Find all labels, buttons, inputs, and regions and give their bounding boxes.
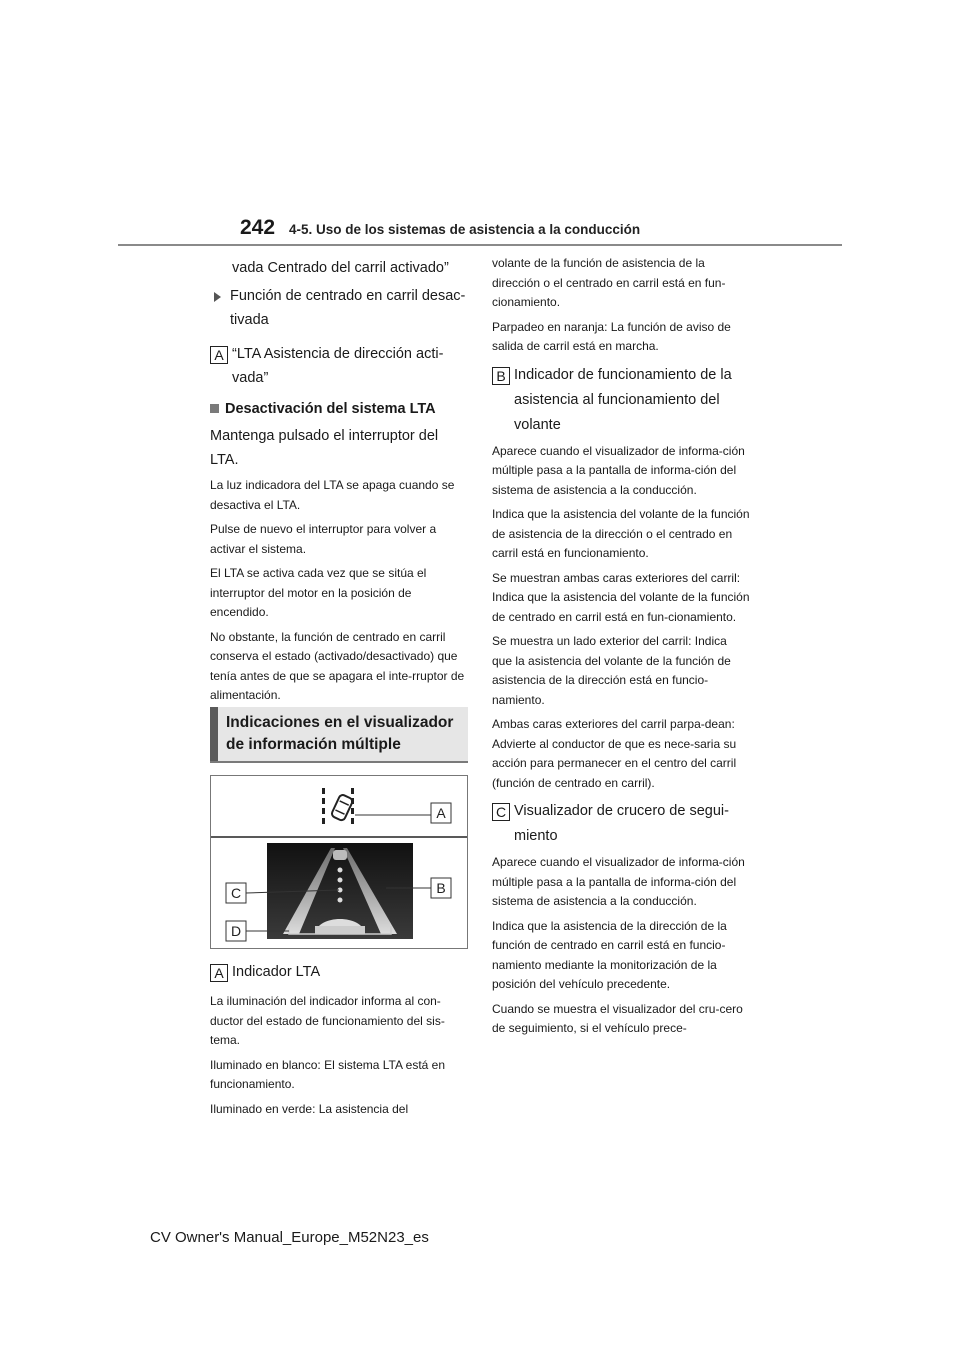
- section-title: 4-5. Uso de los sistemas de asistencia a la conducción: [289, 222, 641, 237]
- footer-text: CV Owner's Manual_Europe_M52N23_es: [150, 1229, 429, 1246]
- paragraph: Aparece cuando el visualizador de informa-ción múltiple pasa a la pantalla de informa-ción del sistema de asistencia a la conducción.: [492, 443, 745, 497]
- marker-c-text: Visualizador de crucero de segui-miento: [514, 803, 729, 844]
- section-heading-box: Indicaciones en el visualizador de información múltiple: [210, 707, 468, 761]
- paragraph: Se muestran ambas caras exteriores del carril: Indica que la asistencia del volante de la función de centrado en carril está en fun-cionamiento.: [492, 570, 750, 624]
- marker-a-label: A: [210, 964, 228, 982]
- bullet-text: Función de centrado en carril desac-tivada: [230, 288, 466, 328]
- road-display: [267, 843, 413, 939]
- paragraph: Mantenga pulsado el interruptor del LTA.: [210, 428, 439, 468]
- right-column: [492, 254, 750, 1044]
- paragraph: Ambas caras exteriores del carril parpa-dean: Advierte al conductor de que es nece-saria su acción para permanecer en el centro del carril (función de centrado en carril).: [492, 717, 737, 790]
- paragraph: Iluminado en verde: La asistencia del: [210, 1101, 409, 1116]
- paragraph: Parpadeo en naranja: La función de aviso de salida de carril está en marcha.: [492, 319, 731, 353]
- multi-info-display-illustration: [211, 776, 467, 948]
- marker-b-text: Indicador de funcionamiento de la asistencia al funcionamiento del volante: [514, 366, 732, 433]
- subheading-text: Desactivación del sistema LTA: [225, 401, 436, 417]
- paragraph: Pulse de nuevo el interruptor para volver a activar el sistema.: [210, 522, 437, 556]
- marker-a-row: [210, 342, 468, 390]
- bullet-item: [210, 284, 468, 336]
- paragraph: No obstante, la función de centrado en carril conserva el estado (activado/desactivado) que tenía antes de que se apagara el inte-rruptor de alimentación.: [210, 629, 465, 702]
- triangle-bullet-icon: [214, 292, 221, 302]
- continued-text: vada Centrado del carril activado”: [232, 260, 449, 276]
- lta-indicator-icon: [322, 788, 354, 824]
- marker-b-label: B: [492, 367, 510, 385]
- marker-b-row: [492, 363, 750, 438]
- marker-a-label: A: [210, 346, 228, 364]
- header-divider: [118, 244, 842, 246]
- figure-description: [210, 960, 468, 1124]
- paragraph: Aparece cuando el visualizador de informa-ción múltiple pasa a la pantalla de informa-ción del sistema de asistencia a la conducción.: [492, 855, 745, 908]
- paragraph: volante de la función de asistencia de la dirección o el centrado en carril está en fun-cionamiento.: [492, 256, 726, 309]
- display-figure: [210, 775, 468, 949]
- figure-label-b: B: [436, 880, 446, 896]
- heading-divider: [210, 761, 468, 763]
- figure-label-c: C: [230, 885, 242, 901]
- square-bullet-icon: [210, 404, 219, 413]
- paragraph: Iluminado en blanco: El sistema LTA está en funcionamiento.: [210, 1057, 446, 1091]
- paragraph: Indica que la asistencia del volante de la función de asistencia de la dirección o el centrado en carril está en funcionamiento.: [492, 507, 750, 560]
- subheading: [210, 398, 468, 420]
- paragraph: El LTA se activa cada vez que se sitúa el interruptor del motor en la posición de encendido.: [210, 566, 427, 619]
- paragraph: Indica que la asistencia de la dirección de la función de centrado en carril está en funcio-namiento mediante la monitorización de la posición del vehículo precedente.: [492, 918, 727, 991]
- marker-a-row: [210, 960, 468, 984]
- marker-a-text: Indicador LTA: [232, 964, 321, 980]
- paragraph: La luz indicadora del LTA se apaga cuando se desactiva el LTA.: [210, 478, 455, 512]
- left-column: [210, 256, 468, 711]
- paragraph: La iluminación del indicador informa al con-ductor del estado de funcionamiento del sis-tema.: [210, 994, 445, 1047]
- marker-a-text: “LTA Asistencia de dirección acti-vada”: [232, 346, 444, 386]
- figure-label-a: A: [436, 805, 446, 821]
- marker-c-row: [492, 799, 750, 849]
- marker-c-label: C: [492, 803, 510, 821]
- figure-label-d: D: [230, 923, 242, 939]
- paragraph: Se muestra un lado exterior del carril: Indica que la asistencia del volante de la función de asistencia de la dirección está en funcio-namiento.: [492, 634, 731, 707]
- page-number: 242: [240, 216, 276, 239]
- paragraph: Cuando se muestra el visualizador del cru-cero de seguimiento, si el vehículo prece-: [492, 1001, 743, 1035]
